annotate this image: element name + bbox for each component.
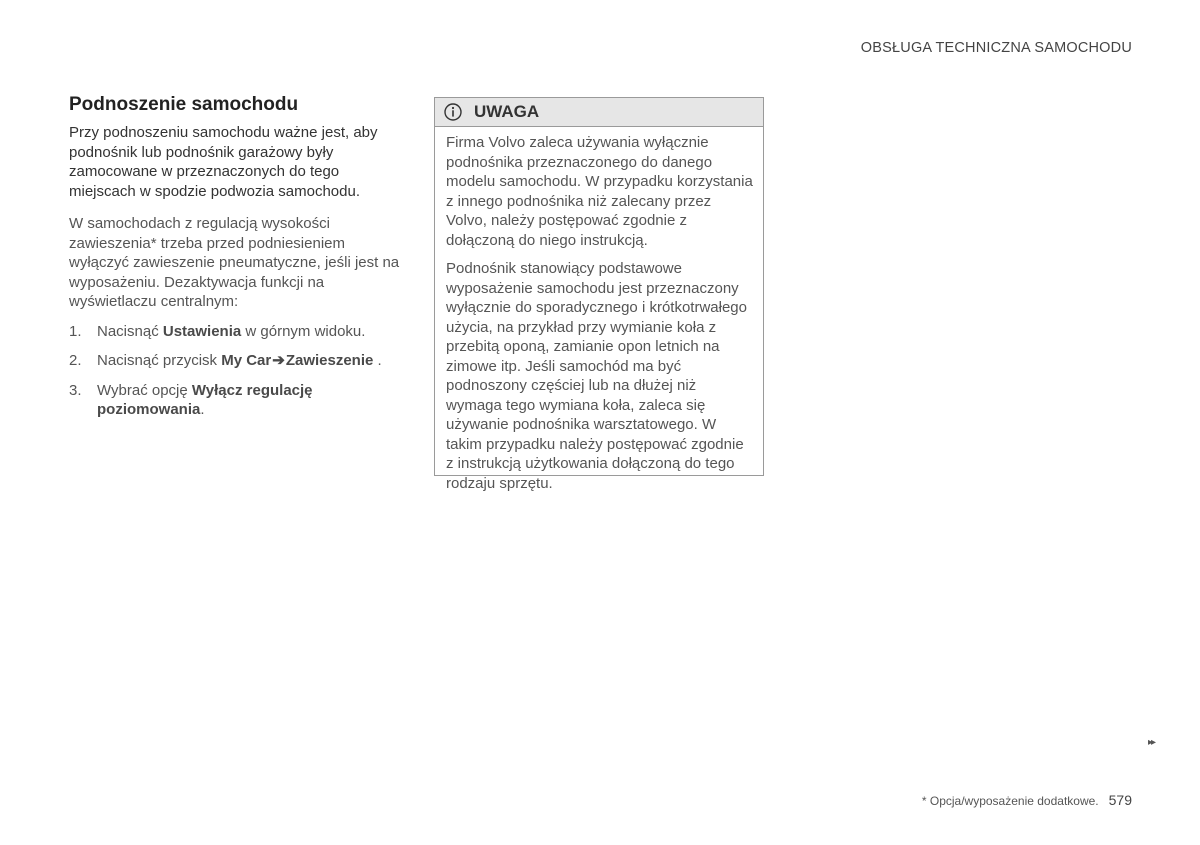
page-number: 579	[1108, 792, 1132, 808]
step-number: 3.	[69, 381, 82, 399]
note-paragraph: Podnośnik stanowiący podstawowe wyposażenie samochodu jest przeznaczony wyłącznie do sporadycznego i krótkotrwałego użycia, na przykład przy wymianie koła z przebitą oponą, zamianie opon letnich na zimowe itp. Jeśli samochód ma być podnoszony częściej lub na dłużej niż wymaga tego wymiana koła, zaleca się używanie podnośnika warsztatowego. W takim przypadku należy postępować zgodnie z instrukcją użytkowania dołączoną do tego rodzaju sprzętu.	[446, 260, 747, 492]
suspension-paragraph: W samochodach z regulacją wysokości zawieszenia* trzeba przed podniesieniem wyłączyć zawieszenie pneumatyczne, jeśli jest na wyposażeniu. Dezaktywacja funkcji na wyświetlaczu centralnym:	[69, 215, 400, 310]
footer	[922, 792, 1132, 808]
intro-paragraph: Przy podnoszeniu samochodu ważne jest, aby podnośnik lub podnośnik garażowy były zamocowane w przeznaczonych do tego miejscach w spodzie podwozia samochodu.	[69, 124, 378, 200]
step-number: 1.	[69, 322, 82, 340]
info-circle-icon	[444, 103, 462, 121]
step-text-post: .	[200, 401, 205, 418]
step-item	[69, 351, 404, 371]
main-column	[69, 93, 404, 430]
step-text-pre: Wybrać opcję	[97, 381, 192, 399]
footnote: * Opcja/wyposażenie dodatkowe.	[921, 794, 1099, 808]
step-text-post: .	[373, 352, 382, 369]
settings-label: Ustawienia	[162, 322, 242, 340]
step-text	[97, 351, 382, 371]
steps-list	[69, 322, 404, 420]
step-item	[69, 322, 404, 342]
note-box	[434, 97, 764, 492]
continue-arrows-icon: ▸▸	[1148, 737, 1155, 748]
my-car-label: My Car	[221, 352, 272, 369]
note-body	[435, 127, 763, 493]
page-title: Podnoszenie samochodu	[69, 94, 299, 115]
disable-leveling-label: Wyłącz regulację poziomowania	[97, 381, 313, 418]
step-number: 2.	[69, 352, 82, 369]
step-text-pre: Nacisnąć przycisk	[97, 352, 222, 369]
step-text	[97, 381, 404, 420]
step-text-pre: Nacisnąć	[97, 322, 163, 340]
step-text-post: w górnym widoku.	[241, 322, 366, 340]
note-label: UWAGA	[474, 102, 540, 121]
arrow-right-icon: ➔	[272, 352, 285, 369]
suspension-label: Zawieszenie	[285, 352, 374, 369]
section-header: OBSŁUGA TECHNICZNA SAMOCHODU	[860, 40, 1132, 56]
note-paragraph: Firma Volvo zaleca używania wyłącznie podnośnika przeznaczonego do danego modelu samochodu. W przypadku korzystania z innego podnośnika niż zalecany przez Volvo, należy postępować zgodnie z dołączoną do niego instrukcją.	[446, 134, 753, 249]
step-item	[69, 381, 404, 420]
step-text	[97, 322, 365, 342]
note-header	[435, 98, 763, 127]
